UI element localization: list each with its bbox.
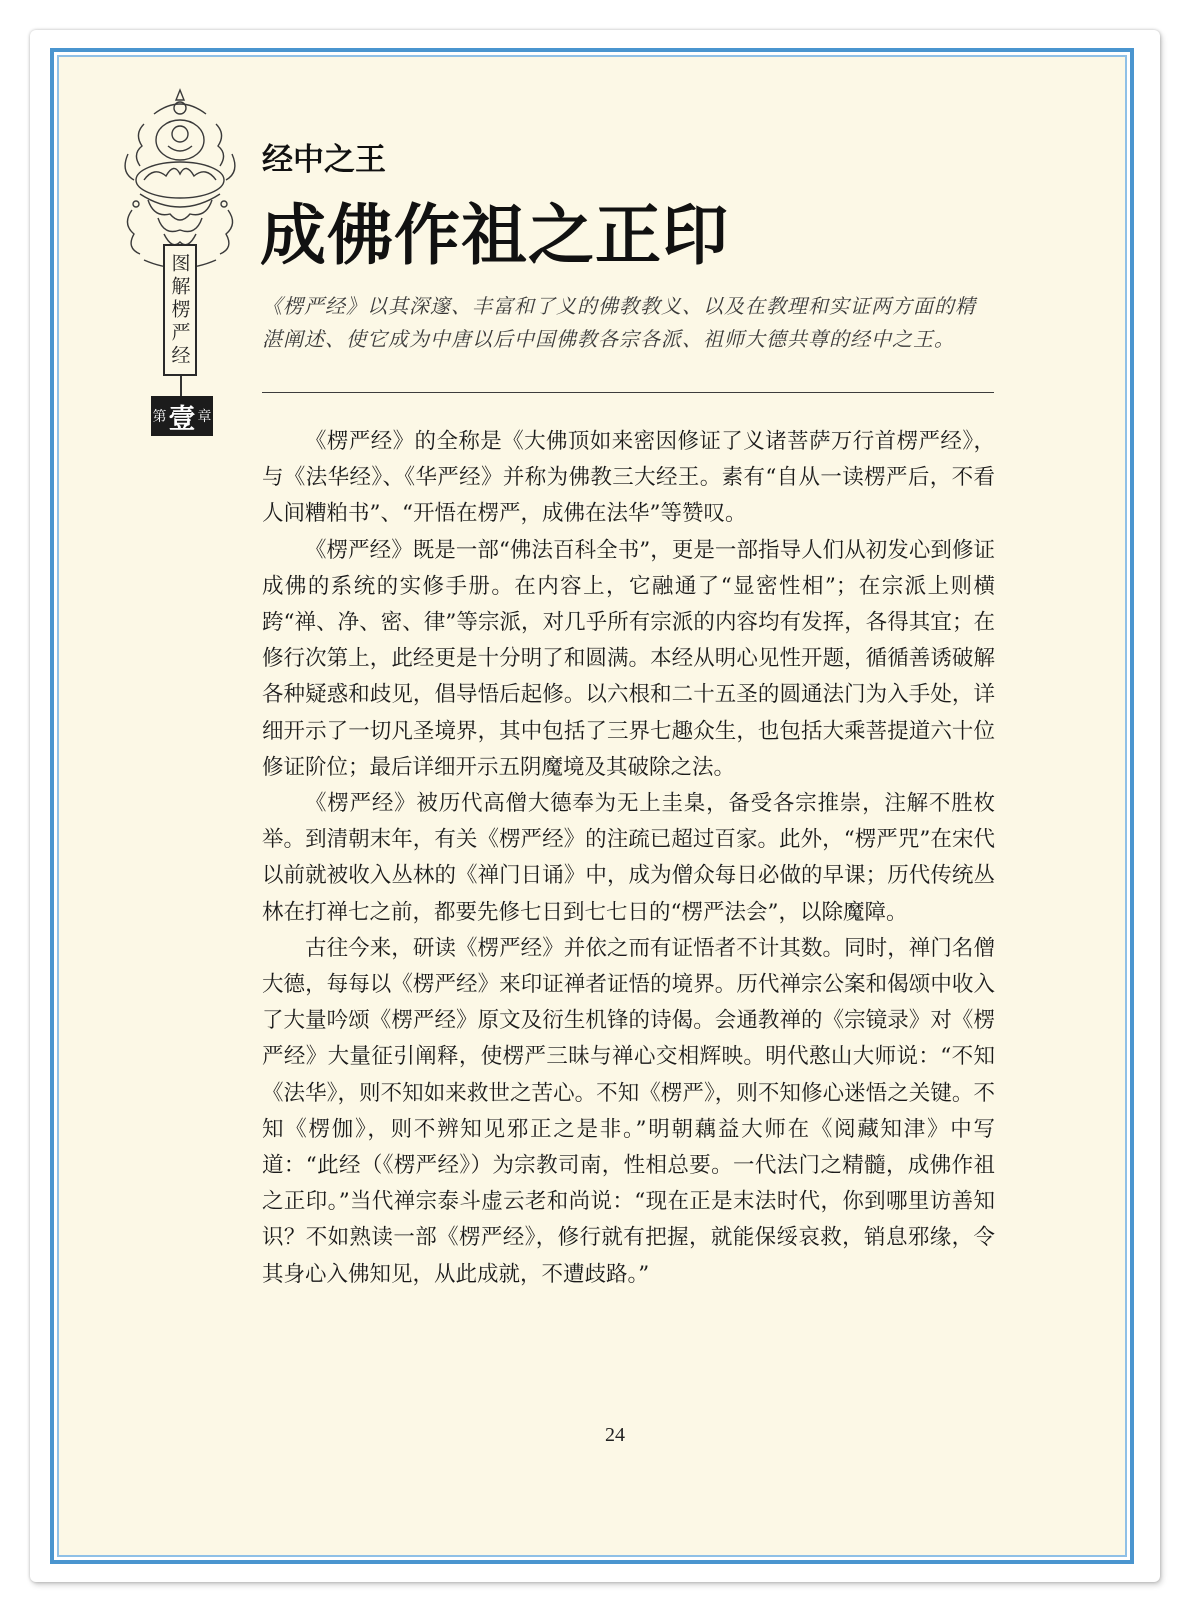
chapter-prefix: 第 (152, 409, 167, 425)
page-number: 24 (605, 1424, 625, 1446)
chapter-number: 壹 (168, 403, 196, 435)
paragraph: 《楞严经》的全称是《大佛顶如来密因修证了义诸菩萨万行首楞严经》，与《法华经》、《华严经》并称为佛教三大经王。素有“自从一读楞严后，不看人间糟粕书”、“开悟在楞严，成佛在法华”等赞叹。 (262, 429, 995, 527)
paragraph: 《楞严经》既是一部“佛法百科全书”，更是一部指导人们从初发心到修证成佛的系统的实修手册。在内容上，它融通了“显密性相”；在宗派上则横跨“禅、净、密、律”等宗派，对几乎所有宗派的内容均有发挥，各得其宜；在修行次第上，此经更是十分明了和圆满。本经从明心见性开题，循循善诱破解各种疑惑和歧见，倡导悟后起修。以六根和二十五圣的圆通法门为入手处，详细开示了一切凡圣境界，其中包括了三界七趣众生，也包括大乘菩提道六十位修证阶位；最后详细开示五阴魔境及其破除之法。 (262, 537, 995, 780)
book-title-label (163, 244, 197, 376)
book-title-text: 图解楞严经 (168, 252, 191, 368)
chapter-suffix: 章 (197, 409, 212, 425)
body-text (262, 424, 995, 1293)
section-subtitle: 经中之王 (262, 142, 386, 178)
section-title: 成佛作祖之正印 (260, 196, 729, 274)
intro-summary: 《楞严经》以其深邃、丰富和了义的佛教教义、以及在教理和实证两方面的精湛阐述、使它成为中唐以后中国佛教各宗各派、祖师大德共尊的经中之王。 (262, 294, 976, 351)
paragraph: 古往今来，研读《楞严经》并依之而有证悟者不计其数。同时，禅门名僧大德，每每以《楞严经》来印证禅者证悟的境界。历代禅宗公案和偈颂中收入了大量吟颂《楞严经》原文及衍生机锋的诗偈。会通教禅的《宗镜录》对《楞严经》大量征引阐释，使楞严三昧与禅心交相辉映。明代憨山大师说：“不知《法华》，则不知如来救世之苦心。不知《楞严》，则不知修心迷悟之关键。不知《楞伽》，则不辨知见邪正之是非。”明朝藕益大师在《阅藏知津》中写道：“此经（《楞严经》）为宗教司南，性相总要。一代法门之精髓，成佛作祖之正印。”当代禅宗泰斗虚云老和尚说：“现在正是末法时代，你到哪里访善知识？不如熟读一部《楞严经》，修行就有把握，就能保绥哀救，销息邪缘，令其身心入佛知见，从此成就，不遭歧路。” (262, 935, 995, 1287)
chapter-badge (151, 396, 213, 436)
divider (262, 392, 994, 393)
paragraph: 《楞严经》被历代高僧大德奉为无上圭臬，备受各宗推崇，注解不胜枚举。到清朝末年，有关《楞严经》的注疏已超过百家。此外，“楞严咒”在宋代以前就被收入丛林的《禅门日诵》中，成为僧众每日必做的早课；历代传统丛林在打禅七之前，都要先修七日到七七日的“楞严法会”，以除魔障。 (262, 791, 995, 925)
